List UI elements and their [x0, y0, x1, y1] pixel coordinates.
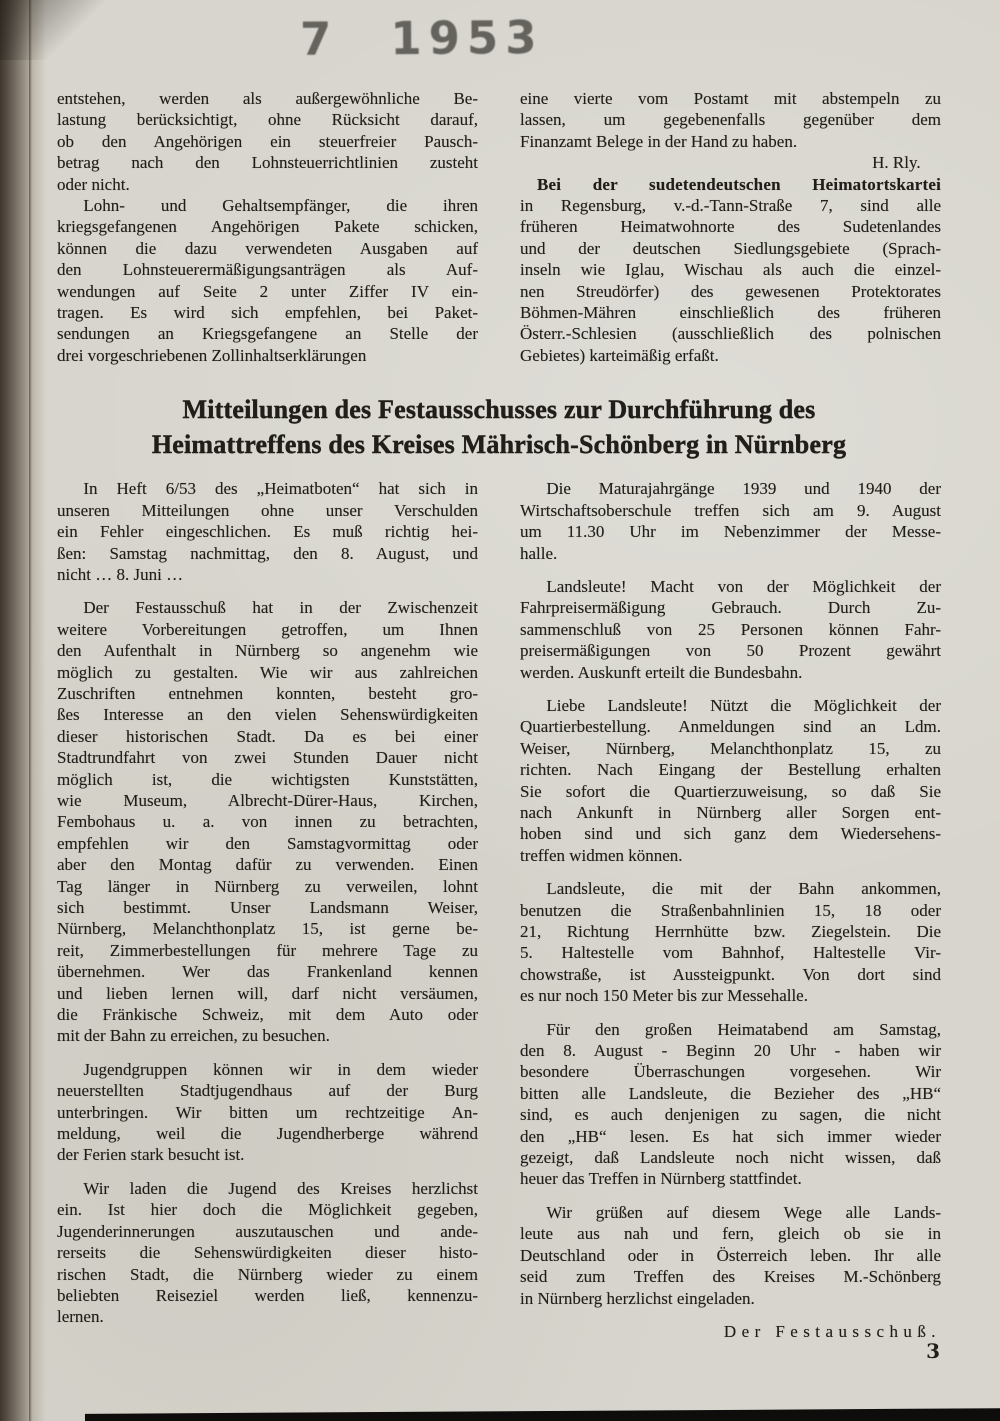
- paragraph: Jugendgruppen können wir in dem wieder neuerstellten Stadtjugendhaus auf der Burg unterbringen. Wir bitten um rechtzeitige An- meldung, weil die Jugendherberge während der Ferien stark besucht ist.: [57, 1059, 478, 1165]
- issue-date-stamp: [300, 11, 544, 66]
- stamp-year: 1953: [390, 11, 544, 66]
- page-number: 3: [926, 1339, 940, 1363]
- paragraph: entstehen, werden als außergewöhnliche Be- lastung berücksichtigt, ohne Rücksicht darauf, ob den Angehörigen ein steuerfreier Pausch- betrag nach den Lohnsteuerrichtlinien zusteht oder nicht.: [57, 89, 478, 194]
- top-right-column: [520, 88, 941, 366]
- article-left-column: [57, 478, 478, 1343]
- paragraph: In Heft 6/53 des „Heimatboten“ hat sich in unseren Mitteilungen ohne unser Verschulden ein Fehler eingeschlichen. Es muß richtig hei- ßen: Samstag nachmittag, den 8. August, und nicht … 8. Juni …: [57, 479, 478, 584]
- stamp-issue-number: 7: [299, 12, 339, 66]
- top-section: [57, 88, 941, 366]
- article-body: [57, 478, 941, 1343]
- paragraph: Lohn- und Gehaltsempfänger, die ihren kriegsgefangenen Angehörigen Pakete schicken, können die dazu verwendeten Ausgaben auf den Lohnsteuerermäßigungsanträgen als Auf- wendungen auf Seite 2 unter Ziffer IV ein- tragen. Es wird sich empfehlen, bei Paket- sendungen an Kriegsgefangene an Stelle der drei vorgeschriebenen Zollinhaltserklärungen: [57, 196, 478, 365]
- page-content: [57, 88, 941, 1343]
- paragraph: Bei der sudetendeutschen Heimatortskartei in Regensburg, v.-d.-Tann-Straße 7, sind alle früheren Heimatwohnorte des Sudetenlandes und der deutschen Siedlungsgebiete (Sprach- inseln wie Iglau, Wischau als auch die einzel- nen Streudörfer) des gewesenen Protektorates Böhmen-Mähren einschließlich des früheren Österr.-Schlesien (ausschließlich des polnischen Gebietes) karteimäßig erfaßt.: [520, 174, 941, 365]
- scan-edge-bar: [85, 1408, 1000, 1421]
- article-title: [57, 392, 941, 462]
- title-line-1: Mitteilungen des Festausschusses zur Durchführung des: [182, 395, 816, 425]
- top-left-column: [57, 88, 478, 366]
- paragraph: Die Maturajahrgänge 1939 und 1940 der Wirtschaftsoberschule treffen sich am 9. August um 11.30 Uhr im Nebenzimmer der Messe- halle.: [520, 479, 941, 563]
- book-binding-edge: [0, 0, 46, 1421]
- paragraph: eine vierte vom Postamt mit abstempeln zu lassen, um gegebenenfalls gegenüber dem Finanzamt Belege in der Hand zu haben.: [520, 89, 941, 151]
- paragraph: Für den großen Heimatabend am Samstag, den 8. August - Beginn 20 Uhr - haben wir besondere Überraschungen vorgesehen. Wir bitten alle Landsleute, die Bezieher des „HB“ sind, es auch denjenigen zu sagen, die nicht den „HB“ lesen. Es hat sich immer wieder gezeigt, daß Landsleute noch nicht wissen, daß heuer das Treffen in Nürnberg stattfindet.: [520, 1019, 941, 1189]
- paragraph: Liebe Landsleute! Nützt die Möglichkeit der Quartierbestellung. Anmeldungen sind an Ldm. Weiser, Nürnberg, Melanchthonplatz 15, zu richten. Nach Eingang der Bestellung erhalten Sie sofort die Quartierzuweisung, so daß Sie nach Ankunft in Nürnberg aller Sorgen ent- hoben sind und sich ganz dem Wiedersehens- treffen widmen können.: [520, 695, 941, 865]
- paragraph: Landsleute, die mit der Bahn ankommen, benutzen die Straßenbahnlinien 15, 18 oder 21, Richtung Herrnhütte bzw. Ziegelstein. Die 5. Haltestelle vom Bahnhof, Haltestelle Vir- chowstraße, ist Aussteigpunkt. Von dort sind es nur noch 150 Meter bis zur Messehalle.: [520, 879, 941, 1006]
- paragraph: Landsleute! Macht von der Möglichkeit der Fahrpreisermäßigung Gebrauch. Durch Zu- sammenschluß von 25 Personen können Fahr- preisermäßigungen von 50 Prozent gewährt werden. Auskunft erteilt die Bundesbahn.: [520, 576, 941, 682]
- paragraph: Wir grüßen auf diesem Wege alle Lands- leute aus nah und fern, gleich ob sie in Deutschland oder in Österreich leben. Ihr alle seid zum Treffen des Kreises M.-Schönberg in Nürnberg herzlichst eingeladen.: [520, 1202, 941, 1308]
- corner-shadow: [0, 0, 120, 60]
- binding-crease: [29, 0, 32, 1421]
- byline: H. Rly.: [872, 153, 921, 173]
- signature: Der Festausschuß.: [723, 1321, 941, 1341]
- paragraph: Wir laden die Jugend des Kreises herzlichst ein. Ist hier doch die Möglichkeit gegeben, Jugenderinnerungen auszutauschen und ande- rerseits die Sehenswürdigkeiten dieser histo- rischen Stadt, die Nürnberg wieder zu einem beliebten Reiseziel werden ließ, kennenzu- lernen.: [57, 1178, 478, 1327]
- paragraph: Der Festausschuß hat in der Zwischenzeit weitere Vorbereitungen getroffen, um Ihnen den Aufenthalt in Nürnberg so angenehm wie möglich zu gestalten. Wie wir aus zahlreichen Zuschriften entnehmen konnten, besteht gro- ßes Interesse an den vielen Sehenswürdigkeiten dieser historischen Stadt. Da es bei einer Stadtrundfahrt von zwei Stunden Dauer nicht möglich ist, die wichtigsten Kunststätten, wie Museum, Albrecht-Dürer-Haus, Kirchen, Fembohaus u. a. von innen zu betrachten, empfehlen wir den Samstagvormittag oder aber den Montag dafür zu verwenden. Einen Tag länger in Nürnberg zu verweilen, lohnt sich bestimmt. Unser Landsmann Weiser, Nürnberg, Melanchthonplatz 15, ist gerne be- reit, Zimmerbestellungen für mehrere Tage zu übernehmen. Wer das Frankenland kennen und lieben lernen will, darf nicht versäumen, die Fränkische Schweiz, mit dem Auto oder mit der Bahn zu erreichen, zu besuchen.: [57, 598, 478, 1046]
- title-line-2: Heimattreffens des Kreises Mährisch-Schönberg in Nürnberg: [151, 430, 847, 460]
- article-right-column: [520, 478, 941, 1343]
